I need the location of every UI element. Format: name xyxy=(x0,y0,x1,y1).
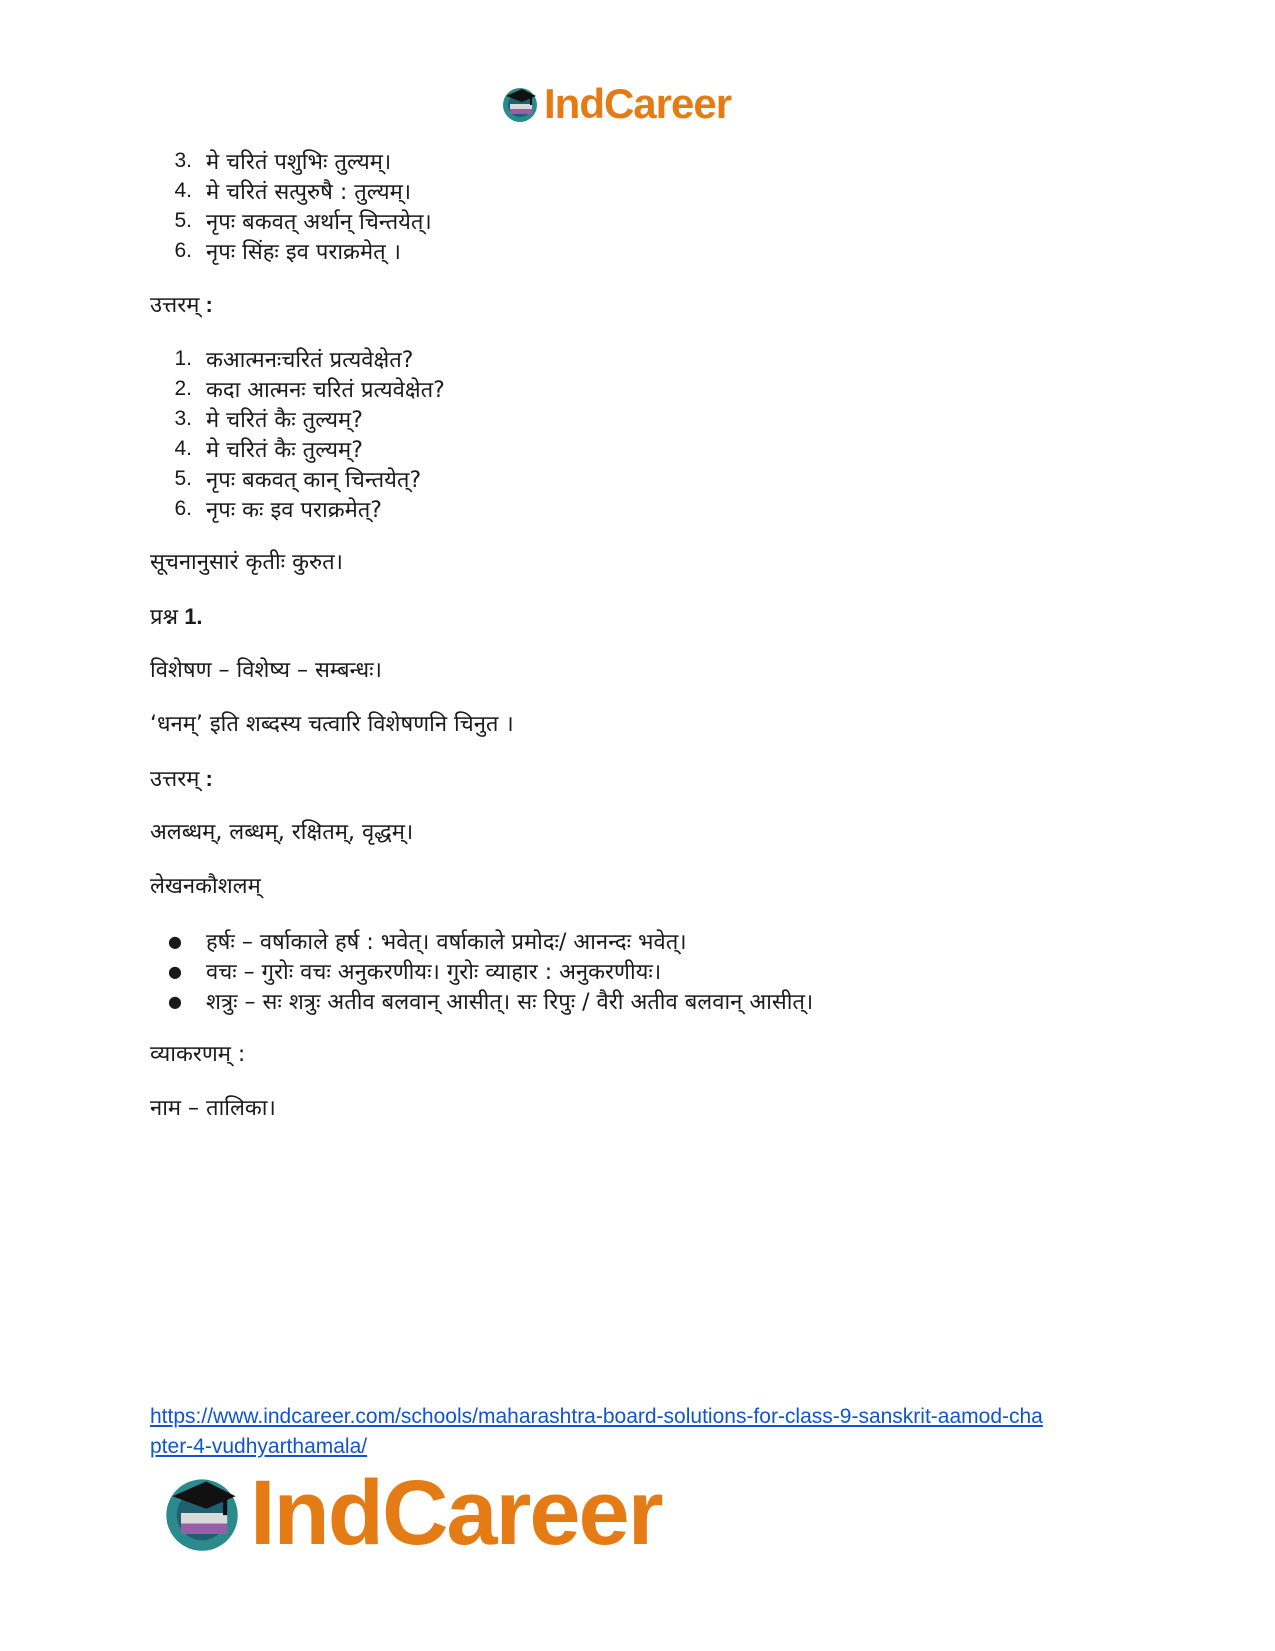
list-item: 2. कदा आत्मनः चरितं प्रत्यवेक्षेत? xyxy=(174,377,445,403)
graduation-cap-icon xyxy=(500,84,540,124)
list-item: ● हर्षः – वर्षाकाले हर्ष : भवेत्। वर्षाकाले प्रमोदः/ आनन्दः भवेत्। xyxy=(150,926,1150,956)
list-item: 3. मे चरितं कैः तुल्यम्? xyxy=(174,407,363,433)
list-item: 4. मे चरितं कैः तुल्यम्? xyxy=(174,437,363,463)
list-item: 1. कआत्मनःचरितं प्रत्यवेक्षेत? xyxy=(174,347,414,373)
task-text: ‘धनम्’ इति शब्दस्य चत्वारि विशेषणनि चिनुत । xyxy=(150,712,514,737)
list-item: 4. मे चरितं सत्पुरुषै : तुल्यम्। xyxy=(174,179,412,205)
list-item: ● शत्रुः – सः शत्रुः अतीव बलवान् आसीत्। सः रिपुः / वैरी अतीव बलवान् आसीत्। xyxy=(150,986,1150,1016)
list-item: 3. मे चरितं पशुभिः तुल्यम्। xyxy=(174,149,392,175)
table-caption: नाम – तालिका। xyxy=(150,1096,276,1121)
answer-text: अलब्धम्, लब्धम्, रक्षितम्, वृद्धम्। xyxy=(150,820,414,845)
footer-logo xyxy=(160,1462,662,1564)
source-link[interactable]: https://www.indcareer.com/schools/maharashtra-board-solutions-for-class-9-sanskrit-aamod-cha pter-4-vudhyarthamala/ xyxy=(150,1405,1043,1458)
section-heading: लेखनकौशलम् xyxy=(150,874,261,899)
list-item: 6. नृपः कः इव पराक्रमेत्? xyxy=(174,497,382,523)
bullet-icon: ● xyxy=(168,961,182,981)
section-heading: व्याकरणम् : xyxy=(150,1042,246,1067)
list-item: ● वचः – गुरोः वचः अनुकरणीयः। गुरोः व्याहार : अनुकरणीयः। xyxy=(150,956,1150,986)
brand-name: IndCareer xyxy=(544,80,732,127)
bullet-icon: ● xyxy=(168,931,182,951)
topic-text: विशेषण – विशेष्य – सम्बन्धः। xyxy=(150,658,382,683)
numbered-list-b xyxy=(150,344,1150,524)
numbered-list-a xyxy=(150,146,1150,266)
instruction-text: सूचनानुसारं कृतीः कुरुत। xyxy=(150,550,344,575)
bullet-icon: ● xyxy=(168,991,182,1011)
answer-heading: उत्तरम् : xyxy=(150,766,213,792)
graduation-cap-icon xyxy=(160,1471,244,1555)
list-item: 5. नृपः बकवत् अर्थान् चिन्तयेत्। xyxy=(174,209,432,235)
answer-heading: उत्तरम् : xyxy=(150,292,213,318)
header-logo xyxy=(500,78,731,130)
brand-name: IndCareer xyxy=(250,1462,662,1564)
bullet-list xyxy=(150,926,1150,1016)
list-item: 5. नृपः बकवत् कान् चिन्तयेत्? xyxy=(174,467,422,493)
document-body xyxy=(150,146,1150,1124)
question-heading: प्रश्न 1. xyxy=(150,604,203,630)
list-item: 6. नृपः सिंहः इव पराक्रमेत् । xyxy=(174,239,401,265)
